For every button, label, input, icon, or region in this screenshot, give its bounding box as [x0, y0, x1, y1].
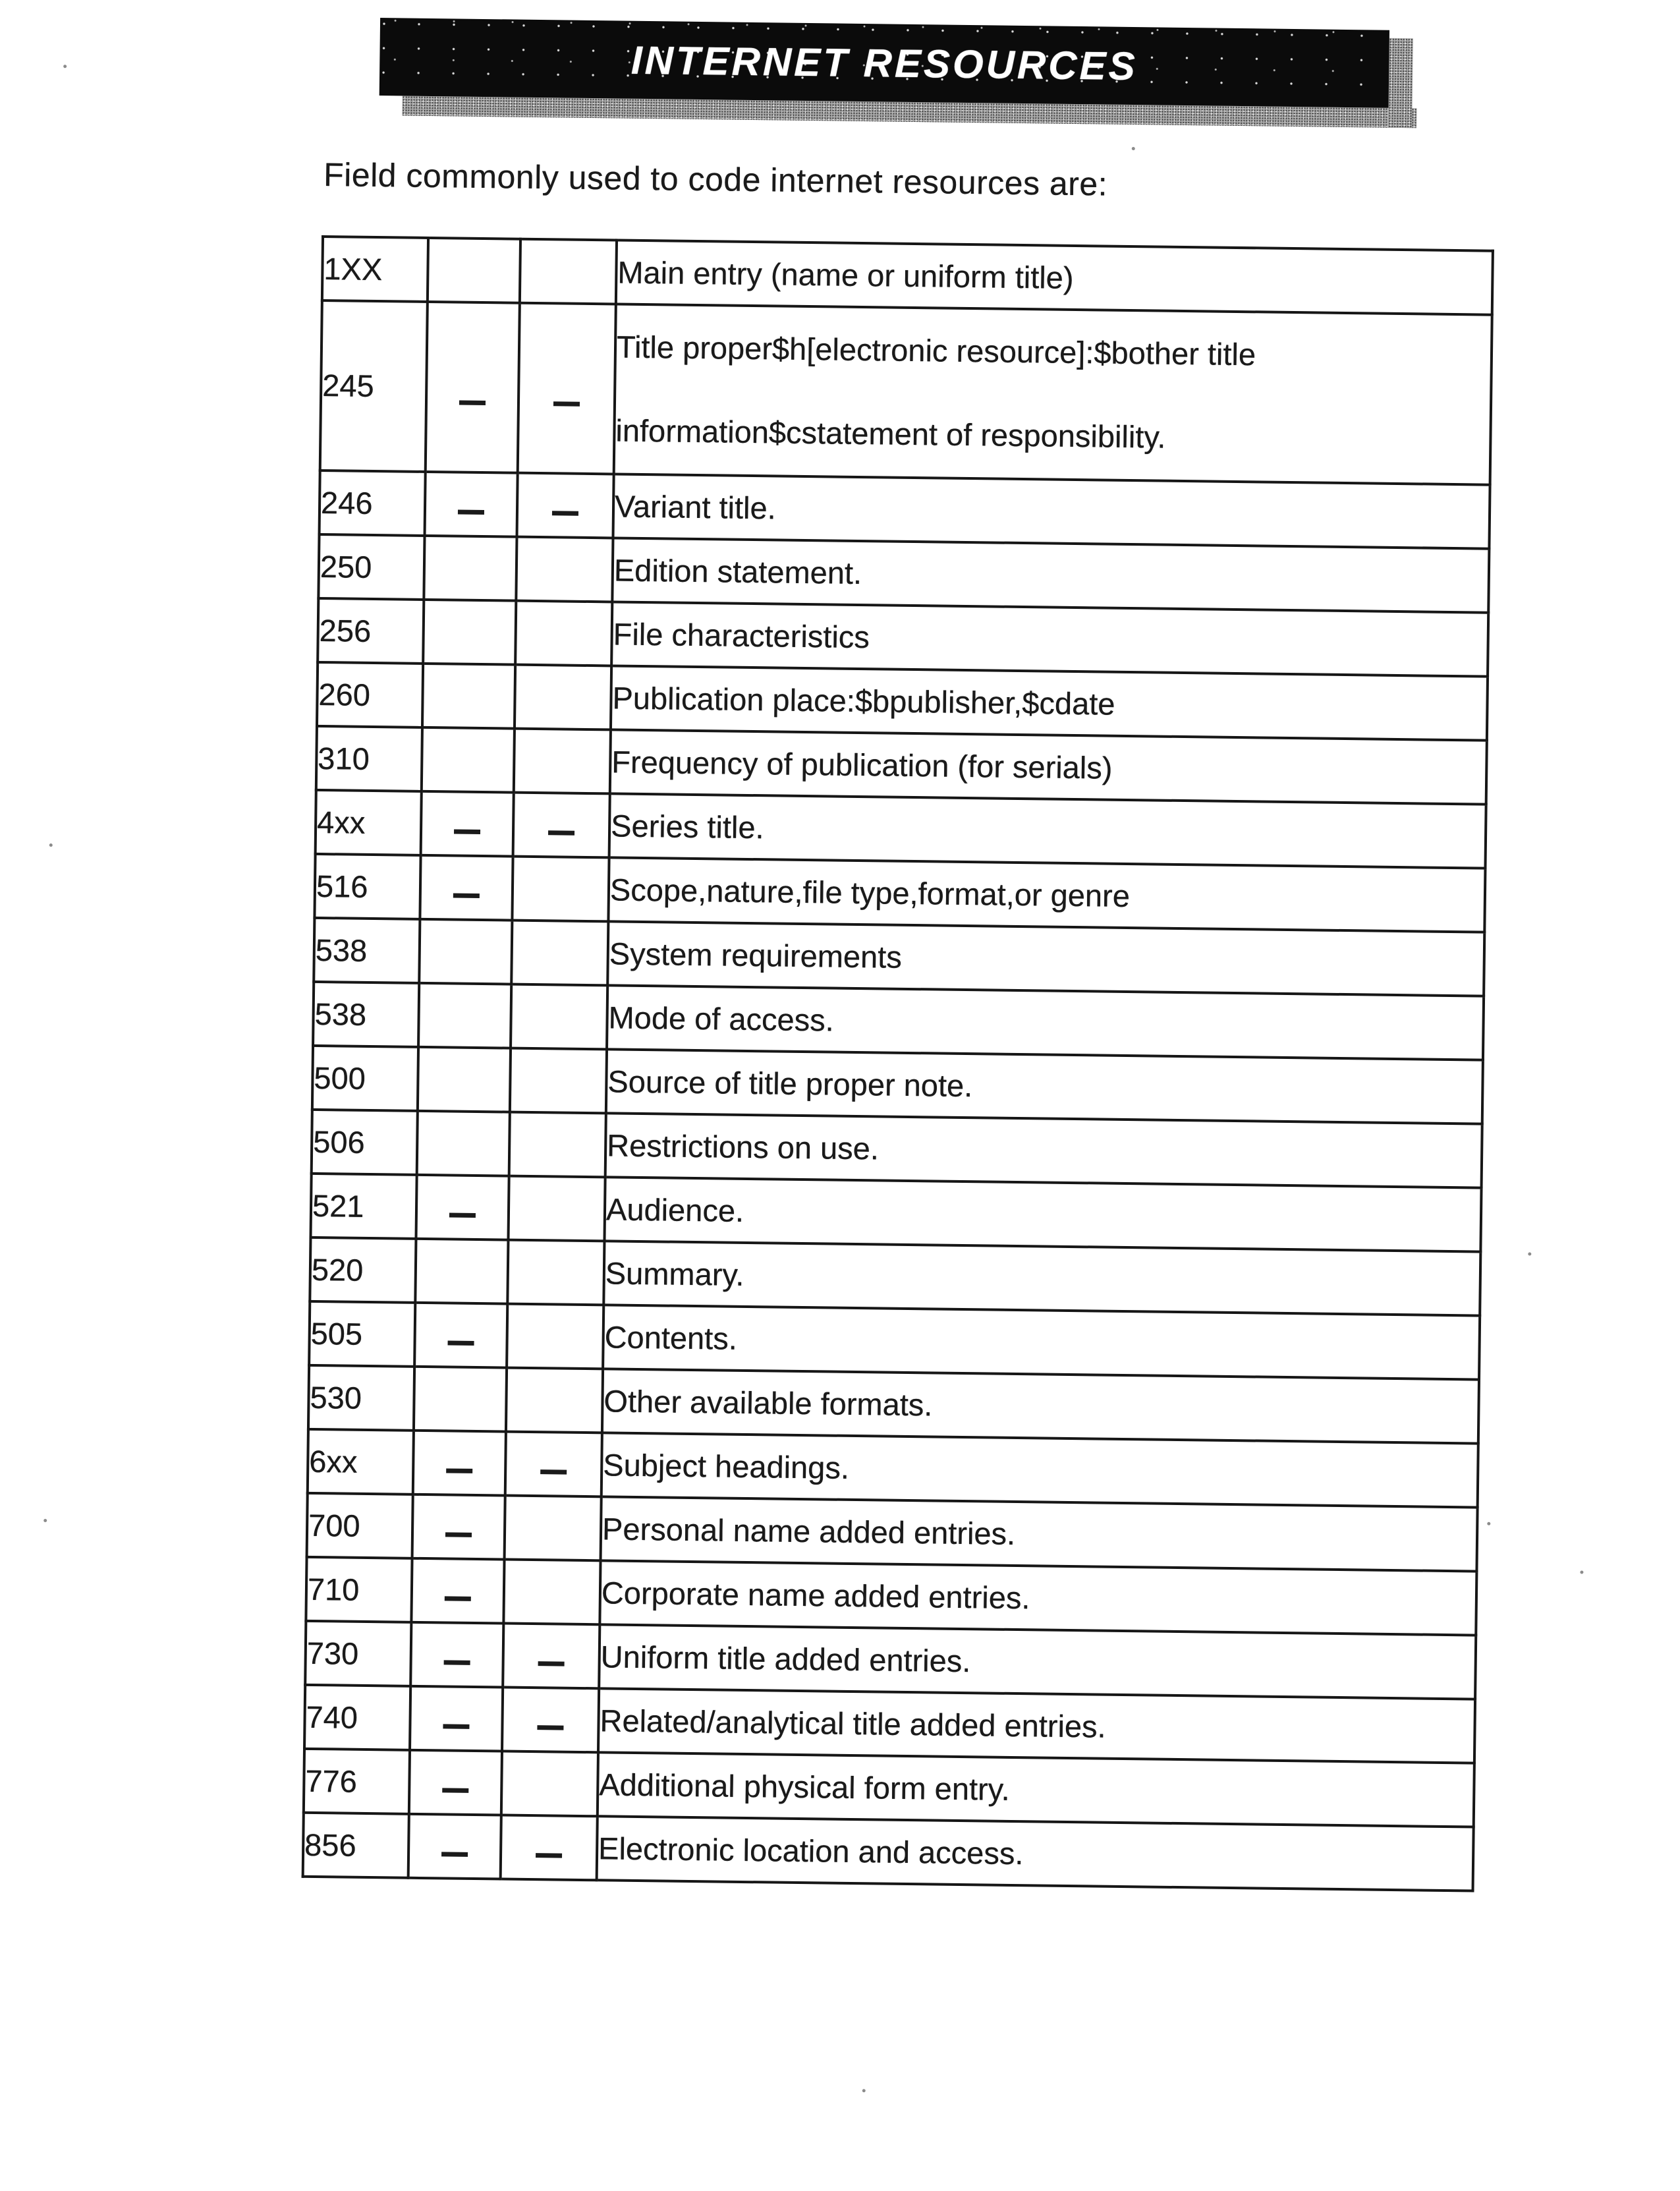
- field-description: Mode of access.: [607, 985, 1484, 1060]
- marc-fields-table: [302, 235, 1494, 1892]
- indicator-2: [507, 1239, 604, 1305]
- scan-speckle: [49, 843, 53, 847]
- scan-speckle: [43, 1519, 47, 1522]
- field-code: 6xx: [308, 1429, 414, 1494]
- field-code: 245: [320, 300, 428, 472]
- field-description: Related/analytical title added entries.: [598, 1688, 1475, 1763]
- indicator-1: [418, 1047, 511, 1112]
- indicator-1: [421, 791, 514, 857]
- indicator-2: [513, 792, 610, 857]
- field-code: 256: [318, 598, 424, 664]
- intro-text: Field commonly used to code internet resources are:: [323, 156, 1108, 203]
- field-code: 538: [314, 918, 420, 983]
- indicator-2: [503, 1559, 600, 1624]
- field-code: 538: [313, 982, 419, 1047]
- field-code: 516: [314, 854, 420, 919]
- indicator-1: [409, 1750, 502, 1815]
- indicator-dash: [458, 510, 484, 515]
- field-description: Edition statement.: [612, 538, 1489, 612]
- indicator-1: [422, 727, 515, 793]
- indicator-dash: [536, 1853, 562, 1858]
- indicator-1: [426, 302, 520, 472]
- indicator-dash: [552, 511, 578, 516]
- field-description: Series title.: [609, 793, 1486, 868]
- indicator-2: [501, 1815, 598, 1880]
- indicator-dash: [441, 1852, 468, 1857]
- field-code: 506: [312, 1110, 418, 1175]
- banner-shadow-right: [1388, 38, 1413, 128]
- indicator-1: [418, 983, 511, 1048]
- indicator-1: [410, 1686, 503, 1751]
- indicator-dash: [453, 894, 480, 898]
- indicator-dash: [448, 1341, 474, 1346]
- field-code: 520: [310, 1238, 416, 1303]
- field-description: File characteristics: [611, 602, 1488, 676]
- indicator-2: [501, 1751, 598, 1816]
- indicator-2: [514, 728, 611, 793]
- indicator-1: [413, 1431, 506, 1496]
- field-description: Other available formats.: [602, 1369, 1479, 1443]
- field-code: 505: [309, 1301, 415, 1367]
- field-description: Contents.: [603, 1305, 1480, 1379]
- indicator-2: [515, 664, 611, 729]
- indicator-2: [512, 856, 609, 921]
- field-code: 856: [303, 1813, 409, 1878]
- field-code: 500: [312, 1046, 418, 1111]
- indicator-2: [515, 600, 612, 666]
- indicator-2: [510, 1048, 607, 1113]
- field-description: Uniform title added entries.: [599, 1624, 1476, 1699]
- field-description: Electronic location and access.: [597, 1816, 1474, 1891]
- scan-speckle: [1132, 147, 1135, 150]
- field-description: Additional physical form entry.: [598, 1752, 1474, 1827]
- indicator-1: [425, 472, 518, 537]
- indicator-2: [517, 472, 614, 538]
- title-banner: [379, 18, 1389, 108]
- indicator-1: [419, 919, 512, 984]
- field-code: 250: [318, 534, 424, 600]
- indicator-dash: [442, 1788, 468, 1793]
- indicator-dash: [540, 1469, 567, 1474]
- field-description: System requirements: [607, 921, 1484, 996]
- field-description: Main entry (name or uniform title): [616, 240, 1493, 314]
- indicator-1: [408, 1814, 501, 1879]
- indicator-dash: [553, 401, 580, 406]
- indicator-dash: [548, 831, 574, 836]
- indicator-dash: [445, 1597, 471, 1601]
- scan-speckle: [63, 65, 67, 68]
- indicator-2: [516, 536, 613, 602]
- field-code: 740: [304, 1685, 410, 1750]
- field-description: Restrictions on use.: [605, 1113, 1482, 1187]
- field-description: Variant title.: [613, 474, 1490, 548]
- field-code: 521: [311, 1174, 417, 1239]
- indicator-1: [423, 600, 516, 665]
- field-description: Title proper$h[electronic resource]:$bother title information$cstatement of responsibility.: [614, 304, 1492, 484]
- indicator-dash: [537, 1725, 563, 1730]
- field-code: 700: [307, 1493, 413, 1558]
- indicator-1: [410, 1622, 503, 1688]
- field-code: 246: [320, 470, 426, 536]
- indicator-1: [411, 1558, 504, 1624]
- indicator-2: [518, 303, 616, 474]
- indicator-1: [428, 238, 520, 303]
- page-title: INTERNET RESOURCES: [630, 38, 1138, 88]
- indicator-2: [502, 1687, 599, 1752]
- indicator-dash: [538, 1661, 565, 1666]
- indicator-2: [520, 239, 617, 304]
- field-description: Audience.: [604, 1177, 1481, 1251]
- field-code: 1XX: [322, 237, 428, 302]
- field-description: Subject headings.: [602, 1433, 1478, 1507]
- indicator-dash: [459, 400, 486, 405]
- indicator-2: [508, 1176, 605, 1241]
- indicator-1: [422, 664, 515, 729]
- indicator-2: [507, 1303, 603, 1369]
- indicator-1: [417, 1111, 510, 1176]
- field-description: Frequency of publication (for serials): [610, 729, 1487, 804]
- field-description: Publication place:$bpublisher,$cdate: [611, 666, 1488, 740]
- indicator-2: [503, 1623, 600, 1688]
- field-description: Source of title proper note.: [606, 1049, 1483, 1124]
- field-code: 710: [306, 1557, 412, 1622]
- field-code: 260: [317, 662, 423, 727]
- indicator-dash: [446, 1469, 472, 1473]
- scan-speckle: [1528, 1252, 1531, 1255]
- field-code: 4xx: [316, 790, 422, 855]
- indicator-1: [424, 536, 517, 601]
- field-description: Scope,nature,file type,format,or genre: [608, 857, 1485, 932]
- field-code: 310: [316, 726, 422, 791]
- indicator-1: [415, 1239, 508, 1304]
- field-description: Personal name added entries.: [601, 1496, 1478, 1571]
- indicator-dash: [444, 1661, 470, 1665]
- indicator-dash: [443, 1724, 469, 1729]
- table-row: [320, 300, 1492, 484]
- indicator-2: [509, 1112, 606, 1177]
- indicator-dash: [454, 830, 480, 834]
- table-row: [303, 1813, 1474, 1891]
- indicator-2: [506, 1367, 603, 1433]
- field-code: 730: [305, 1621, 411, 1686]
- indicator-1: [414, 1367, 507, 1432]
- indicator-2: [511, 920, 608, 985]
- field-code: 776: [304, 1749, 410, 1814]
- indicator-1: [414, 1303, 507, 1368]
- indicator-dash: [445, 1533, 472, 1537]
- indicator-2: [505, 1431, 602, 1496]
- indicator-1: [412, 1494, 505, 1560]
- indicator-1: [416, 1175, 509, 1240]
- scan-speckle: [862, 2089, 866, 2092]
- indicator-1: [420, 855, 513, 921]
- indicator-2: [511, 984, 607, 1049]
- field-code: 530: [308, 1365, 414, 1431]
- field-description: Summary.: [603, 1241, 1480, 1315]
- field-description: Corporate name added entries.: [600, 1560, 1476, 1635]
- scan-speckle: [1487, 1522, 1490, 1525]
- scan-speckle: [1580, 1570, 1583, 1574]
- indicator-dash: [449, 1213, 476, 1218]
- indicator-2: [505, 1495, 602, 1560]
- table-body: [303, 237, 1493, 1891]
